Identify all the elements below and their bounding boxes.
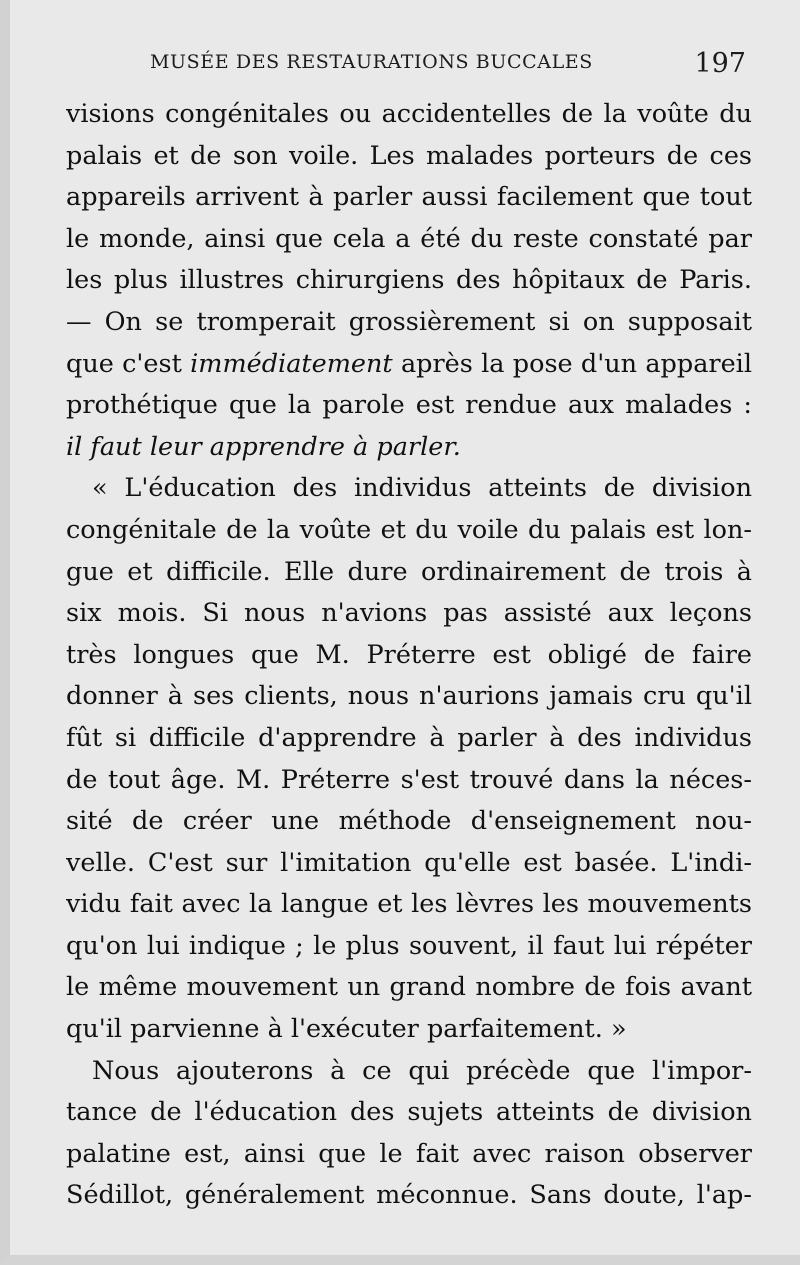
text-line: « L'éducation des individus atteints de division — [92, 473, 752, 504]
text-line: gue et difficile. Elle dure ordinairement de trois à — [66, 556, 752, 587]
text-line: les plus illustres chirurgiens des hôpitaux de Paris. — [66, 265, 752, 296]
text-line: qu'il parvienne à l'exécuter parfaitement. » — [66, 1014, 627, 1045]
text-line: de tout âge. M. Préterre s'est trouvé dans la néces- — [66, 764, 752, 795]
text-segment: après la pose d'un appareil — [392, 348, 752, 379]
page-header — [150, 48, 746, 84]
text-line: palais et de son voile. Les malades porteurs de ces — [66, 140, 752, 171]
text-line: qu'on lui indique ; le plus souvent, il faut lui répéter — [66, 930, 752, 961]
text-line: vidu fait avec la langue et les lèvres les mouvements — [66, 889, 752, 920]
text-line: donner à ses clients, nous n'aurions jamais cru qu'il — [66, 681, 752, 712]
text-line: Nous ajouterons à ce qui précède que l'impor- — [92, 1055, 752, 1086]
text-segment: que c'est — [66, 348, 191, 379]
text-line: prothétique que la parole est rendue aux malades : — [66, 390, 752, 421]
text-line: appareils arrivent à parler aussi facilement que tout — [66, 182, 752, 213]
text-line: Sédillot, généralement méconnue. Sans doute, l'ap- — [66, 1180, 752, 1211]
text-line: fût si difficile d'apprendre à parler à des individus — [66, 722, 752, 753]
italic-text-line: il faut leur apprendre à parler. — [66, 431, 461, 462]
text-line: — On se tromperait grossièrement si on supposait — [66, 306, 752, 337]
text-line: le même mouvement un grand nombre de fois avant — [66, 972, 752, 1003]
running-head: MUSÉE DES RESTAURATIONS BUCCALES — [150, 51, 593, 73]
text-line: le monde, ainsi que cela a été du reste constaté par — [66, 223, 752, 254]
text-line: congénitale de la voûte et du voile du palais est lon- — [66, 514, 752, 545]
text-line: six mois. Si nous n'avions pas assisté aux leçons — [66, 598, 752, 629]
page-number: 197 — [694, 48, 746, 79]
text-line: sité de créer une méthode d'enseignement nou- — [66, 806, 752, 837]
text-line: palatine est, ainsi que le fait avec raison observer — [66, 1138, 752, 1169]
text-line — [66, 344, 752, 386]
text-line: velle. C'est sur l'imitation qu'elle est basée. L'indi- — [66, 847, 752, 878]
emphasized-word: immédiatement — [190, 348, 393, 379]
text-line: tance de l'éducation des sujets atteints de division — [66, 1097, 752, 1128]
body-text — [66, 94, 752, 1217]
text-line: visions congénitales ou accidentelles de la voûte du — [66, 99, 752, 129]
text-line: très longues que M. Préterre est obligé de faire — [66, 639, 752, 670]
